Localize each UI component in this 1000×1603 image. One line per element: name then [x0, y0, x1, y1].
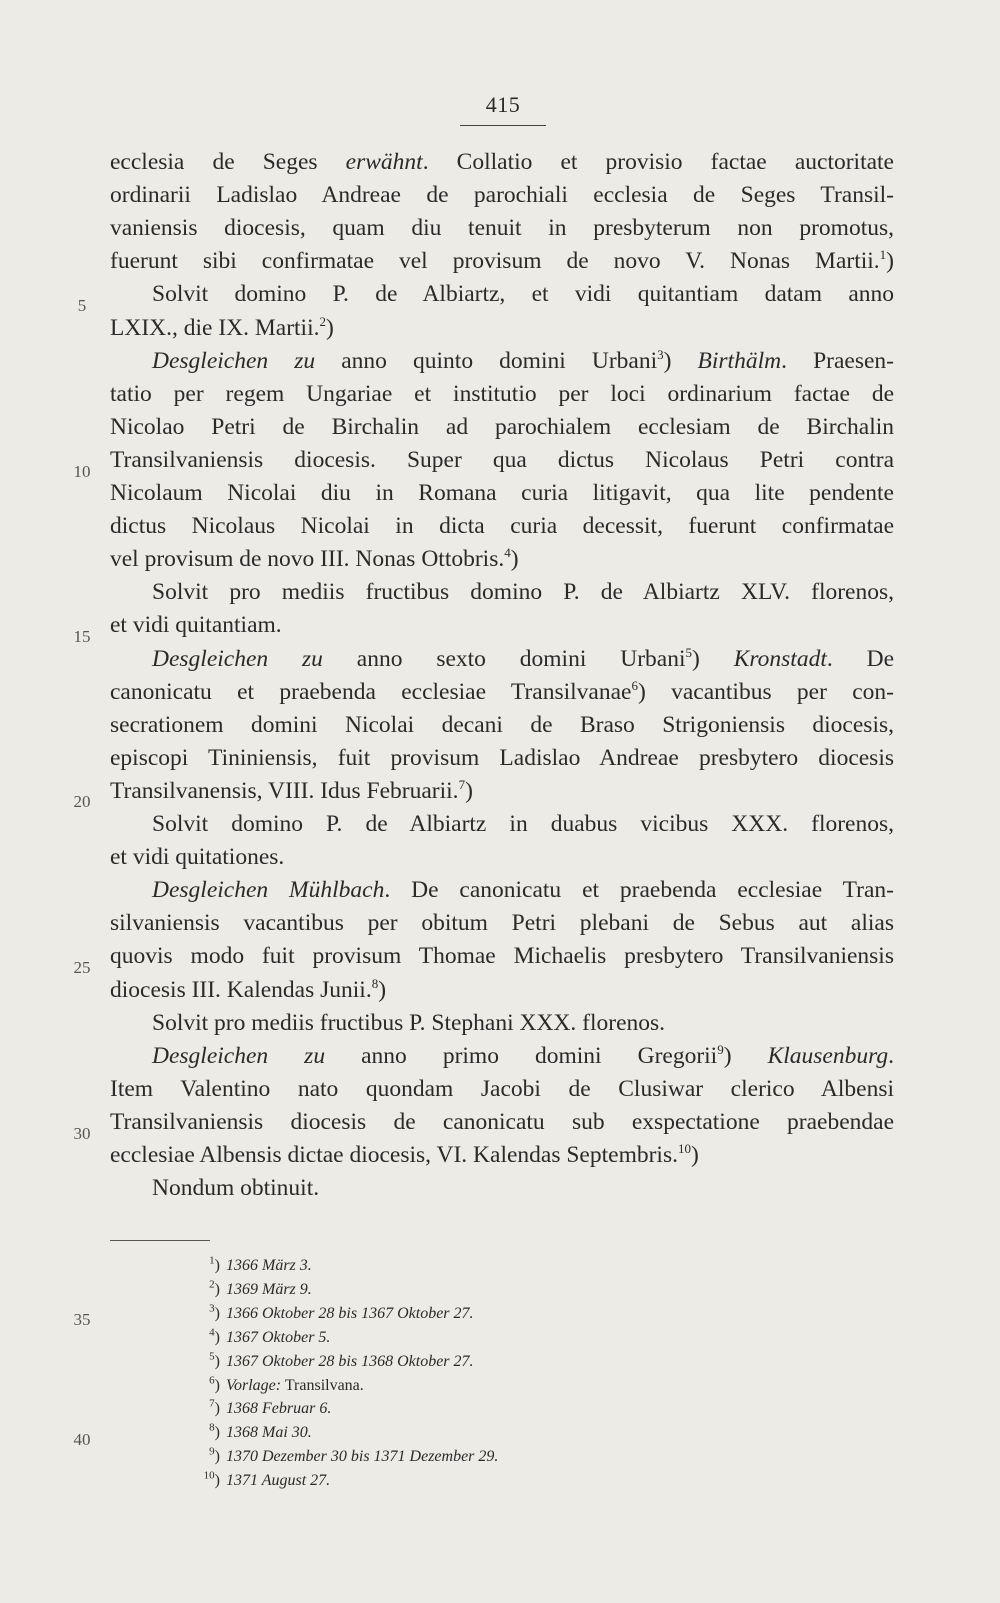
footnote-separator [110, 1240, 210, 1241]
text-span: ) [886, 248, 894, 275]
footnote [192, 1445, 632, 1469]
footnote-text: 1371 August 27. [226, 1472, 331, 1490]
footnote-text: 1367 Oktober 5. [226, 1328, 331, 1346]
footnote-ref: 6 [631, 677, 638, 693]
margin-line-number: 35 [73, 1310, 91, 1329]
text-line [110, 476, 894, 510]
text-line [110, 608, 894, 642]
text-line [110, 178, 894, 212]
page-number-rule [460, 125, 546, 126]
text-span: ) [378, 976, 387, 1003]
text-span: anno primo domini Gregorii [325, 1042, 718, 1069]
margin-line-number: 15 [73, 627, 91, 646]
text-line [110, 145, 894, 179]
margin-line-number: 25 [73, 958, 91, 977]
text-span: anno sexto domini Urbani [322, 645, 686, 672]
footnote [192, 1397, 632, 1421]
footnote-ref: 9 [717, 1041, 724, 1057]
italic-text: Desgleichen zu [152, 347, 316, 374]
text-line [110, 741, 894, 775]
footnote-number: 5 [209, 1350, 215, 1363]
text-span: ecclesiae Albensis dictae diocesis, VI. Kalendas Septembris. [110, 1142, 678, 1168]
footnote-number: 9 [209, 1445, 215, 1458]
footnote-number: 7 [209, 1398, 215, 1411]
text-span: secrationem domini Nicolai decani de Braso Strigoniensis diocesis, [110, 711, 894, 738]
text-span: ) [690, 1142, 699, 1168]
footnote-mark: $^9$) [209, 1445, 220, 1466]
footnote-ref: 3 [657, 346, 664, 362]
text-span: vaniensis diocesis, quam diu tenuit in presbyterum non promotus, [110, 215, 894, 242]
text-span: ordinarii Ladislao Andreae de parochiali ecclesia de Seges Transil- [110, 182, 894, 209]
footnote-ref: 1 [879, 247, 887, 263]
italic-text: erwähnt [345, 149, 423, 175]
text-line [110, 443, 894, 477]
text-span: Nicolao Petri de Birchalin ad parochialem ecclesiam de Birchalin [110, 413, 894, 440]
text-line [152, 1171, 894, 1205]
footnote [192, 1469, 632, 1493]
text-line [110, 708, 894, 742]
text-span: episcopi Tininiensis, fuit provisum Ladislao Andreae presbytero diocesis [110, 744, 894, 771]
margin-line-number: 30 [73, 1124, 91, 1143]
text-span: fuerunt sibi confirmatae vel provisum de novo V. Nonas Martii. [110, 248, 880, 275]
text-span: ) [723, 1042, 768, 1069]
footnote-mark: $^3$) [209, 1302, 220, 1322]
footnote-ref: 7 [458, 777, 466, 793]
footnote-number: 1 [209, 1254, 215, 1267]
text-line [110, 311, 894, 345]
footnote-mark: $^2$) [209, 1278, 220, 1298]
text-span: ) [326, 314, 334, 341]
text-span: Transilvaniensis diocesis de canonicatu sub exspectatione praebendae [110, 1108, 894, 1135]
italic-text: Birthälm [697, 347, 782, 374]
footnote-text: 1366 März 3. [226, 1257, 312, 1274]
text-span: Transilvanensis, VIII. Idus Februarii. [110, 777, 459, 804]
text-line [110, 410, 894, 444]
text-line [152, 1039, 894, 1073]
text-span: Transilvaniensis diocesis. Super qua dictus Nicolaus Petri contra [110, 446, 894, 473]
text-span: . Praesen- [781, 347, 894, 374]
text-span: ) vacantibus per con- [637, 678, 894, 705]
margin-line-number: 20 [73, 792, 91, 811]
text-span: canonicatu et praebenda ecclesiae Transilvanae [110, 678, 632, 705]
footnote-number: 4 [209, 1326, 215, 1339]
text-span: . [888, 1042, 895, 1069]
text-line [152, 873, 894, 907]
text-line [110, 675, 894, 709]
text-span: ) [465, 777, 473, 804]
text-line [152, 807, 894, 841]
text-span: ) [663, 347, 698, 374]
text-line [110, 1072, 894, 1106]
footnote [192, 1374, 632, 1398]
text-line [110, 906, 894, 940]
italic-text: Desgleichen zu [152, 645, 323, 672]
text-span: diocesis III. Kalendas Junii. [110, 976, 372, 1003]
text-span: quovis modo fuit provisum Thomae Michaelis presbytero Transilvaniensis [110, 943, 894, 970]
italic-text: Desgleichen zu [152, 1042, 326, 1069]
footnote [192, 1278, 632, 1302]
footnote-text: 1369 März 9. [226, 1280, 312, 1298]
footnote [192, 1254, 632, 1278]
text-span: et vidi quitationes. [110, 844, 285, 871]
text-span: dictus Nicolaus Nicolai in dicta curia decessit, fuerunt confirmatae [110, 513, 894, 540]
footnote-number: 8 [209, 1421, 215, 1434]
footnote-ref: 10 [677, 1141, 691, 1157]
text-line [110, 377, 894, 411]
text-line [110, 1105, 894, 1139]
margin-line-number: 40 [73, 1430, 91, 1449]
footnote [192, 1421, 632, 1445]
text-line [110, 939, 894, 973]
text-span: ecclesia de Seges [110, 149, 346, 175]
text-span: silvaniensis vacantibus per obitum Petri plebani de Sebus aut alias [110, 910, 894, 937]
text-line [110, 542, 894, 576]
text-line [110, 1138, 894, 1172]
footnote-text-upright: Transilvana. [281, 1376, 364, 1394]
footnote-mark: $^4$) [209, 1326, 220, 1346]
text-span: vel provisum de novo III. Nonas Ottobris. [110, 546, 505, 573]
text-span: Solvit domino P. de Albiartz in duabus vicibus XXX. florenos, [152, 811, 894, 837]
footnote-number: 2 [209, 1278, 215, 1291]
text-line [152, 277, 894, 311]
text-span: . De [826, 645, 894, 672]
footnote-mark: $^5$) [209, 1350, 220, 1370]
footnote-ref: 4 [504, 545, 511, 561]
text-line [110, 211, 894, 245]
text-span: Item Valentino nato quondam Jacobi de Clusiwar clerico Albensi [110, 1075, 894, 1102]
text-line [110, 244, 894, 278]
text-line [152, 344, 894, 378]
text-span: . Collatio et provisio factae auctoritate [422, 149, 894, 175]
text-line [110, 973, 894, 1007]
footnote-mark: $^1$) [209, 1254, 220, 1274]
footnote-mark: $^7$) [209, 1398, 220, 1418]
text-line [110, 774, 894, 808]
text-line [110, 840, 894, 874]
footnote-text: Vorlage: [226, 1376, 282, 1394]
text-line [152, 642, 894, 676]
footnote [192, 1350, 632, 1374]
text-span: LXIX., die IX. Martii. [110, 314, 320, 341]
footnote-text: 1368 Februar 6. [226, 1400, 332, 1418]
footnote-text: 1370 Dezember 30 bis 1371 Dezember 29. [226, 1448, 499, 1466]
footnote-text: 1366 Oktober 28 bis 1367 Oktober 27. [226, 1304, 474, 1322]
text-span: ) [692, 645, 734, 672]
italic-text: Klausenburg [767, 1042, 889, 1069]
footnote-mark: $^8$) [209, 1421, 220, 1442]
text-span: ) [510, 546, 519, 573]
text-line [110, 509, 894, 543]
text-span: . De canonicatu et praebenda ecclesiae Tran- [384, 877, 894, 904]
margin-line-number: 5 [77, 296, 87, 315]
text-span: Solvit pro mediis fructibus domino P. de Albiartz XLV. florenos, [152, 579, 894, 606]
footnote-ref: 8 [371, 975, 379, 991]
footnote [192, 1326, 632, 1350]
text-span: Nondum obtinuit. [152, 1175, 320, 1202]
footnote [192, 1302, 632, 1326]
footnote-ref: 2 [319, 313, 326, 329]
footnote-text: 1368 Mai 30. [226, 1424, 312, 1442]
footnote-ref: 5 [685, 644, 692, 660]
italic-text: Kronstadt [733, 645, 827, 672]
footnote-text: 1367 Oktober 28 bis 1368 Oktober 27. [226, 1352, 474, 1370]
text-span: Solvit pro mediis fructibus P. Stephani XXX. florenos. [152, 1009, 666, 1036]
italic-text: Desgleichen Mühlbach [152, 877, 385, 904]
text-span: Solvit domino P. de Albiartz, et vidi quitantiam datam anno [152, 281, 894, 308]
footnote-mark: $^6$) [209, 1374, 220, 1394]
text-span: tatio per regem Ungariae et institutio per loci ordinarium factae de [110, 380, 894, 407]
text-span: Nicolaum Nicolai diu in Romana curia litigavit, qua lite pendente [110, 480, 894, 506]
margin-line-number: 10 [73, 462, 91, 481]
footnote-number: 6 [209, 1374, 215, 1387]
footnote-mark: $^{10}$) [203, 1469, 220, 1490]
text-line [152, 1006, 894, 1040]
text-span: anno quinto domini Urbani [315, 347, 658, 374]
text-span: et vidi quitantiam. [110, 612, 282, 639]
page-number: 415 [485, 92, 521, 117]
footnote-number: 3 [209, 1302, 215, 1315]
text-line [152, 575, 894, 609]
footnote-number: 10 [203, 1469, 215, 1482]
